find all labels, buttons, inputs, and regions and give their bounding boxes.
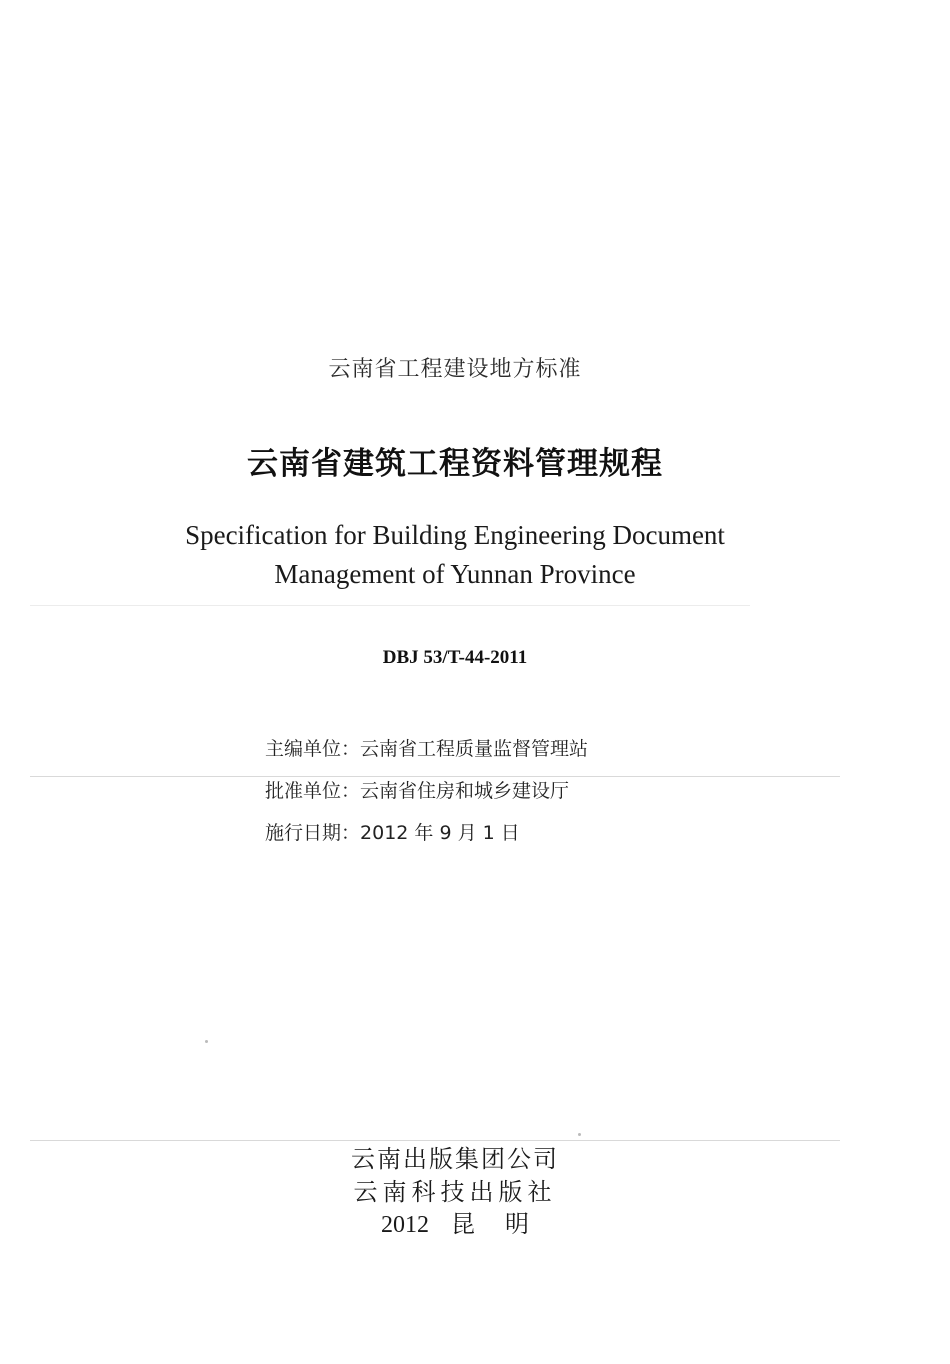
approver-value: 云南省住房和城乡建设厅 [360,780,570,802]
publication-year: 2012 [381,1212,429,1238]
publication-city-part-2: 明 [505,1212,529,1238]
publication-year-city [0,1209,910,1242]
approver-row [265,770,588,812]
publication-city-part-1: 昆 [451,1212,475,1238]
publisher-press: 云南科技出版社 [353,1178,557,1206]
scan-line-top [30,605,750,606]
publisher-group: 云南出版集团公司 [351,1145,559,1173]
editor-value: 云南省工程质量监督管理站 [360,738,589,760]
publisher-block [0,1143,910,1242]
editor-label: 主编单位： [265,738,361,760]
series-label: 云南省工程建设地方标准 [328,357,582,382]
editor-row [265,728,588,770]
scan-speck [205,1040,208,1043]
main-title: 云南省建筑工程资料管理规程 [247,446,663,482]
english-title-line-2: Management of Yunnan Province [274,559,636,589]
effective-label: 施行日期： [265,822,361,844]
info-block [265,728,588,854]
english-title-line-1: Specification for Building Engineering Document [185,520,725,550]
scan-line-bottom [30,1140,840,1141]
approver-label: 批准单位： [265,780,361,802]
scan-speck [578,1133,581,1136]
effective-date-row [265,812,588,854]
standard-code: DBJ 53/T-44-2011 [382,647,528,668]
english-title [0,516,910,594]
effective-value: 2012 年 9 月 1 日 [360,822,520,844]
